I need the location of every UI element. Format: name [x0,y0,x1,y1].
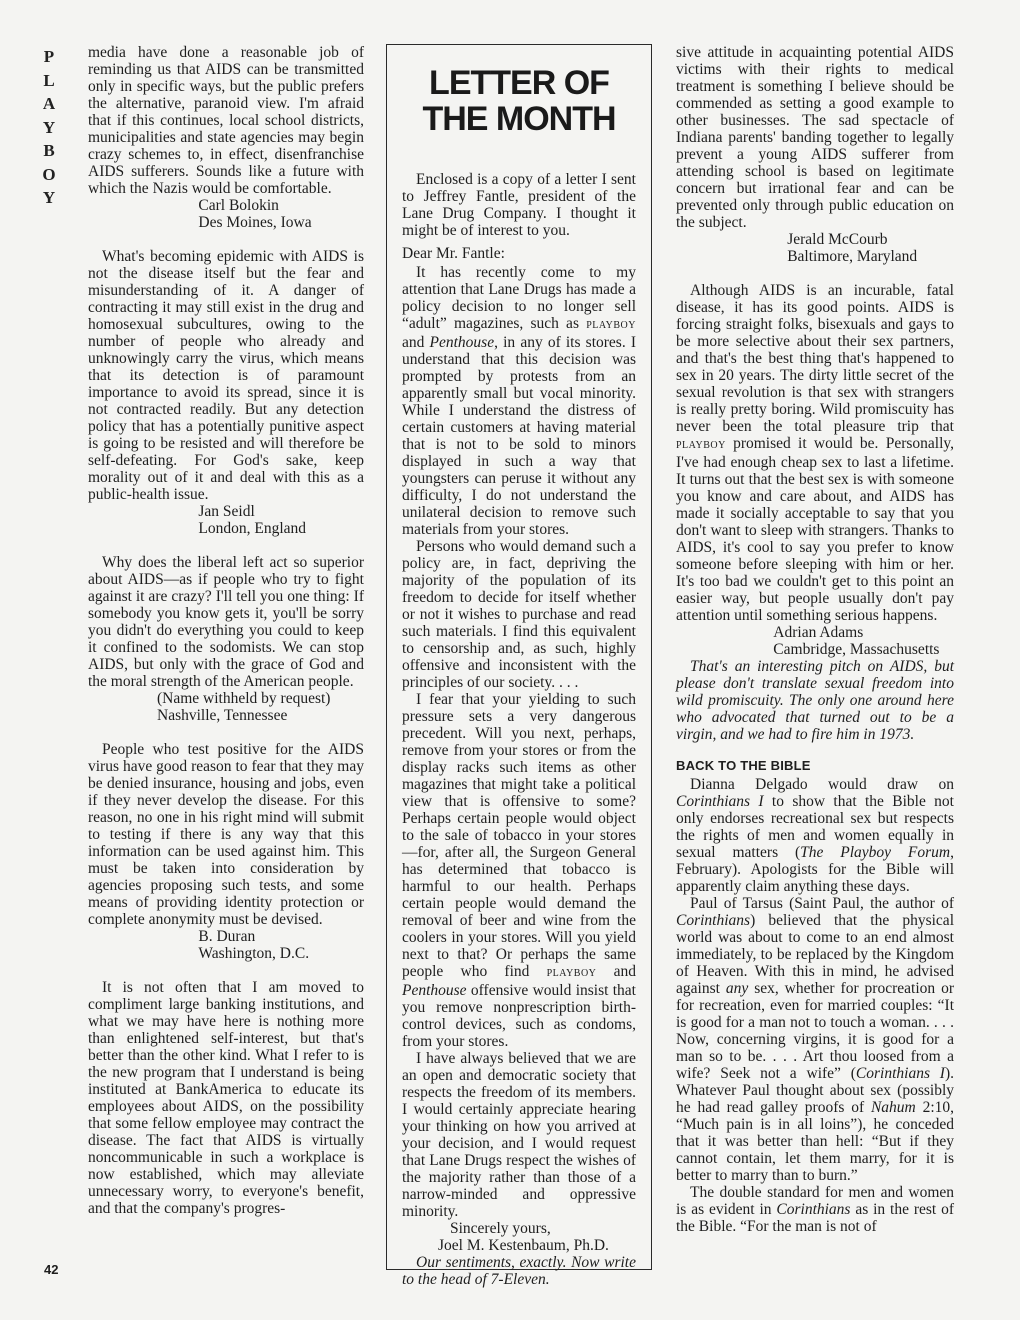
reader-letter [88,554,364,724]
signature-place: Des Moines, Iowa [198,214,312,231]
section-paragraph [676,1184,954,1235]
text-run: , in any of its stores. I understand that this decision was prompted by protests from an apparently small but vocal minority. While I understand the distress of certain customers at having material that is not to be sold to minors displayed in such a way that youngsters can peruse it without any difficulty, I do not understand the unilateral decision to remove such materials from your stores. [402,334,636,538]
text-run: promised it would be. Personally, I've had enough cheap sex to last a lifetime. It turns out that the best sex is with someone you know and care about, and AIDS has made it socially acceptable to say that you don't want to sleep with strangers. Thanks to AIDS, it's cool to say you prefer to know someone before sleeping with him or her. It's too bad we couldn't get to this point an easier way, but people usually don't pay attention until something serious happens. [676,435,954,624]
signature-place: Nashville, Tennessee [157,707,288,724]
text-run: and [402,334,430,351]
magazine-letter: P [43,47,55,66]
title-line: LETTER OF [429,64,609,102]
reader-letter [88,979,364,1217]
letter-signature [88,503,364,537]
text-run: It has recently come to my attention that Lane Drugs has made a policy decision to no longer sell “adult” magazines, such as [402,264,636,332]
magazine-letter: Y [42,117,56,137]
reader-letter [88,44,364,231]
text-run: ) believed that the physical world was about to come to an end almost immediately, to be replaced by the Kingdom of Heaven. With this in mind, he advised against [676,912,954,997]
text-run: sex, whether for procreation or for recreation, even for married couples: “It is good for a man not to touch a woman. . . . Now, concerning virgins, it is good for a man so to be. . . . Art thou loosed from a wife? Seek not a wife” ( [676,980,954,1082]
signature-place: London, England [198,520,307,537]
text-run: Paul of Tarsus (Saint Paul, the author of [690,895,954,912]
text-run: offensive would insist that you remove nonprescription birth-control devices, such as condoms, from your stores. [402,982,636,1050]
magazine-name: Penthouse [402,982,467,999]
letter-paragraph [402,691,636,1050]
text-run: Nahum [870,1099,916,1116]
signature-place: Washington, D.C. [198,945,310,962]
magazine-name: PLAYBOY [546,968,597,979]
reader-letter [88,741,364,962]
letter-body: sive attitude in acquainting potential AIDS victims with their rights to medical treatment is something I believe should be commended as setting a good example to other businesses. The sad spectacle of Indiana parents' banding together to legally prevent a young AIDS sufferer from attending school is based on legitimate concern but irrational fear and can be prevented only through public education on the subject. [676,44,954,231]
reader-letter [88,248,364,537]
magazine-letter: Y [42,188,56,207]
text-run: Corinthians [676,912,751,929]
text-run: Corinthians I [676,793,764,810]
section-paragraph [676,776,954,895]
editor-reply: That's an interesting pitch on AIDS, but please don't translate sexual freedom into wild promiscuity. The only one around here who advocated that turned out to be a virgin, and we had to fire him in 1973. [676,658,954,743]
magazine-name: PLAYBOY [676,440,726,451]
editor-reply: Our sentiments, exactly. Now write to the head of 7-Eleven. [402,1254,636,1288]
letter-signature [676,231,954,265]
reader-letter [676,44,954,265]
signature-name: Adrian Adams [773,624,864,641]
text-run: any [725,980,749,997]
letter-body: Why does the liberal left act so superior about AIDS—as if people who try to fight against it are crazy? I'll tell you one thing: If somebody you know gets it, you'll be sorry you didn't do everything you could to keep it confined to the sodomists. We can stop AIDS, but only with the grace of God and the moral strength of the American people. [88,554,364,690]
letter-signature [88,928,364,962]
letter-body: What's becoming epidemic with AIDS is not the disease itself but the fear and misunderstanding of it. A danger of contracting it may still exist in the drug and homosexual subcultures, owing to the number of people who already and unknowingly carry the virus, which means that its detection is of paramount importance to avoid its spread, since it is not contracted readily. But any detection policy that has a potentially punitive aspect is going to be resisted and will therefore be self-defeating. For God's sake, keep morality out of it and deal with this as a public-health issue. [88,248,364,503]
magazine-letter: B [43,141,55,160]
signature-name: Carl Bolokin [198,197,279,214]
left-column [88,44,364,1234]
section-paragraph [676,895,954,1184]
signature-name: Jerald McCourb [787,231,888,248]
letter-of-the-month-box [386,44,652,1288]
signature-name: (Name withheld by request) [157,690,331,707]
closing: Sincerely yours, [450,1220,551,1237]
letter-signature [88,197,364,231]
text-run: Corinthians I [855,1065,945,1082]
signature-place: Cambridge, Massachusetts [773,641,940,658]
letter-paragraph: I have always believed that we are an open and democratic society that respects the freedom of its members. I would certainly appreciate hearing your thinking on how you arrived at your decision, and I would request that Lane Drugs respect the wishes of the majority rather than those of a narrow-minded and oppressive minority. [402,1050,636,1220]
text-run: Dianna Delgado would draw on [690,776,954,793]
letter-paragraph [402,264,636,538]
text-run: and [596,963,636,980]
signature-name: Joel M. Kestenbaum, Ph.D. [438,1237,609,1254]
title-line: THE MONTH [422,100,616,138]
text-run: Corinthians [776,1201,851,1218]
page-number: 42 [44,1262,59,1277]
letter-signature [402,1220,636,1254]
right-column [676,44,954,1235]
magazine-letter: O [42,164,56,184]
text-run: I fear that your yielding to such pressure sets a very dangerous precedent. Will you next, perhaps, remove from your stores or from the display racks such items as other magazines that might take a political view that is offensive to some? Perhaps certain people would object to the sale of tobacco in your stores—for, after all, the Surgeon General has determined that tobacco is harmful to our health. Perhaps certain people would demand the removal of beer and wine from the coolers in your stores. Will you yield next to that? Or perhaps the same people who find [402,691,636,980]
box-title [402,65,636,137]
letter-body: media have done a reasonable job of reminding us that AIDS can be transmitted only in specific ways, but the public prefers the alternative, paranoid view. I'm afraid that if this continues, local school districts, municipalities and state agencies may begin crazy schemes to, in effect, disenfranchise AIDS sufferers. Sounds like a future with which the Nazis would be comfortable. [88,44,364,197]
text-run: The Playboy Forum [800,844,951,861]
text-run: Although AIDS is an incurable, fatal disease, it has its good points. AIDS is forcing straight folks, bisexuals and gays to be more selective about their sex partners, and that's the best thing that's happened to sex in 20 years. The dirty little secret of the sexual revolution is that sex with strangers is really pretty boring. Wild promiscuity has never been the total pleasure trip that [676,282,954,435]
letter-paragraph: Persons who would demand such a policy are, in fact, depriving the majority of the population of its freedom to decide for itself whether or not it wishes to purchase and read such materials. I find this equivalent to censorship and, as such, highly offensive and inconsistent with the principles of our society. . . . [402,538,636,691]
magazine-name: Penthouse [429,334,495,351]
text-run: 2:10, “Much pain is in all loins”), he conceded that it was better than hell: “But if they cannot contain, let them marry, for it is better to marry than to burn.” [676,1099,954,1184]
letter-body: People who test positive for the AIDS virus have good reason to fear that they may be denied insurance, housing and jobs, even if they never develop the disease. For this reason, no one in his right mind will submit to testing if there is any way that this information can be used against him. This must be taken into consideration by agencies proposing such tests, and some means of providing identity protection or complete anonymity must be devised. [88,741,364,928]
magazine-name: PLAYBOY [586,320,636,331]
signature-name: B. Duran [198,928,256,945]
signature-place: Baltimore, Maryland [787,248,918,265]
text-run: ). Whatever Paul thought about sex (possibly he had read galley proofs of [676,1065,955,1116]
letter-body: It is not often that I am moved to compliment large banking institutions, and what we may have here is nothing more than enlightened self-interest, but that's better than the other kind. What I refer to is the new program that I understand is being instituted at BankAmerica to educate its employees about AIDS, on the possibility that some fellow employee may contract the disease. The fact that AIDS is virtually noncommunicable in such a workplace is now established, which may alleviate unnecessary worry, to everyone's benefit, and that the company's progres- [88,979,364,1217]
text-run: , February). Apologists for the Bible will apparently claim anything these days. [676,844,954,895]
section-heading: BACK TO THE BIBLE [676,758,811,773]
magazine-letter: L [43,70,55,90]
letter-body [676,282,954,624]
magazine-letter: A [42,94,56,113]
text-run: as in the rest of the Bible. “For the man is not of [676,1201,954,1235]
intro-paragraph: Enclosed is a copy of a letter I sent to Jeffrey Fantle, president of the Lane Drug Company. I thought it might be of interest to you. [402,171,636,239]
text-run: to show that the Bible not only endorses recreational sex but respects the rights of men and women equally in sexual matters ( [676,793,954,861]
magazine-name-vertical [38,45,60,210]
salutation: Dear Mr. Fantle: [402,245,505,262]
signature-name: Jan Seidl [198,503,255,520]
letter-signature [676,624,954,658]
reader-letter [676,282,954,743]
letter-signature [88,690,364,724]
text-run: The double standard for men and women is as evident in [676,1184,954,1218]
